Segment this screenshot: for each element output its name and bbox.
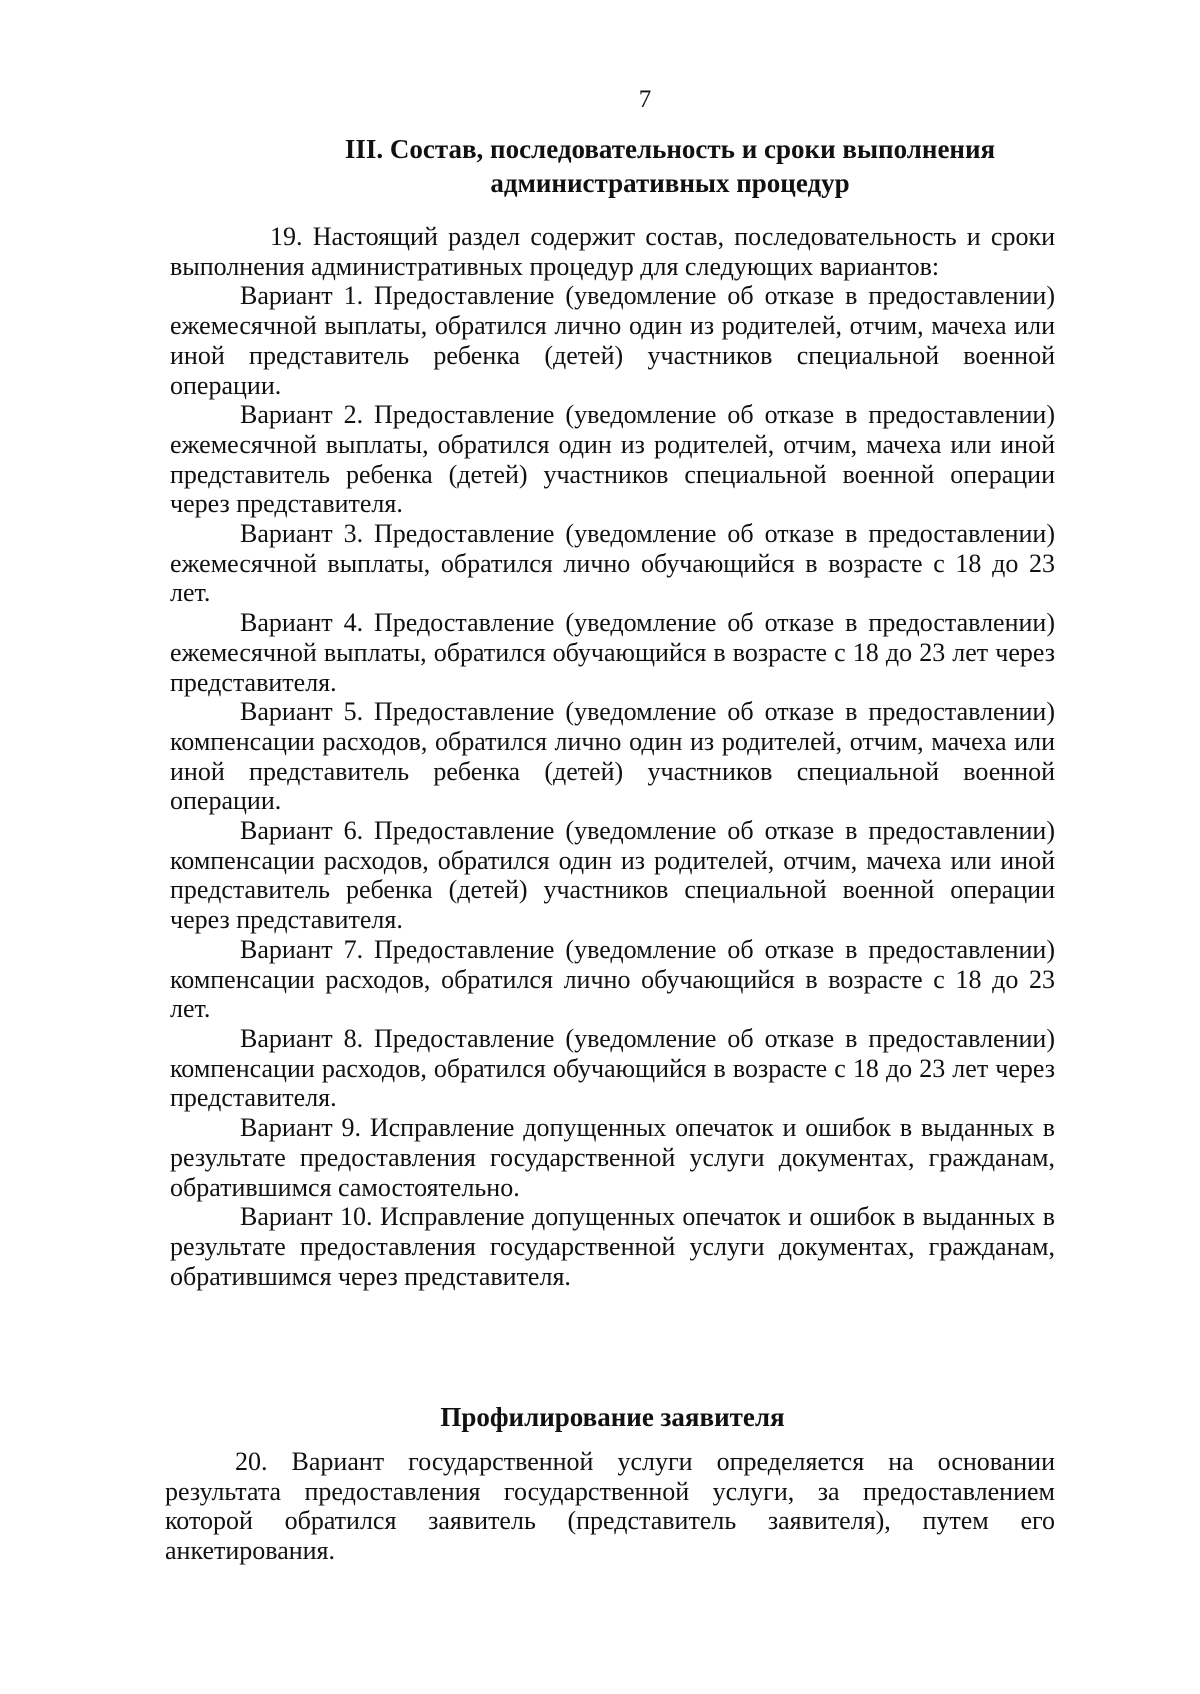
profiling-body <box>165 1447 1055 1566</box>
section-body <box>170 222 1055 1291</box>
section-title <box>250 132 1090 200</box>
paragraph-19: 19. Настоящий раздел содержит состав, последовательность и сроки выполнения административных процедур для следующих вариантов: <box>170 222 1055 281</box>
paragraph-20: 20. Вариант государственной услуги определяется на основании результата предоставления государственной услуги, за предоставлением которой обратился заявитель (представитель заявителя), путем его анкетирования. <box>165 1447 1055 1566</box>
section-title-line-1: III. Состав, последовательность и сроки выполнения <box>344 134 996 164</box>
variant-10-paragraph: Вариант 10. Исправление допущенных опечаток и ошибок в выданных в результате предоставления государственной услуги документах, гражданам, обратившимся через представителя. <box>170 1202 1055 1291</box>
subheading-applicant-profiling: Профилирование заявителя <box>440 1402 785 1432</box>
variant-4-paragraph: Вариант 4. Предоставление (уведомление об отказе в предоставлении) ежемесячной выплаты, обратился обучающийся в возрасте с 18 до 23 лет через представителя. <box>170 608 1055 697</box>
variant-8-paragraph: Вариант 8. Предоставление (уведомление об отказе в предоставлении) компенсации расходов, обратился обучающийся в возрасте с 18 до 23 лет через представителя. <box>170 1023 1055 1113</box>
variant-3-paragraph: Вариант 3. Предоставление (уведомление об отказе в предоставлении) ежемесячной выплаты, обратился лично обучающийся в возрасте с 18 до 23 лет. <box>170 519 1055 608</box>
variant-7-paragraph: Вариант 7. Предоставление (уведомление об отказе в предоставлении) компенсации расходов, обратился лично обучающийся в возрасте с 18 до 23 лет. <box>170 934 1055 1024</box>
variant-6-paragraph: Вариант 6. Предоставление (уведомление об отказе в предоставлении) компенсации расходов, обратился один из родителей, отчим, мачеха или иной представитель ребенка (детей) участников специальной военной операции через представителя. <box>170 816 1055 935</box>
section-title-line-2: административных процедур <box>490 168 850 198</box>
variant-2-paragraph: Вариант 2. Предоставление (уведомление об отказе в предоставлении) ежемесячной выплаты, обратился один из родителей, отчим, мачеха или иной представитель ребенка (детей) участников специальной военной операции через представителя. <box>170 400 1055 519</box>
variant-9-paragraph: Вариант 9. Исправление допущенных опечаток и ошибок в выданных в результате предоставления государственной услуги документах, гражданам, обратившимся самостоятельно. <box>170 1113 1055 1202</box>
variant-1-paragraph: Вариант 1. Предоставление (уведомление об отказе в предоставлении) ежемесячной выплаты, обратился лично один из родителей, отчим, мачеха или иной представитель ребенка (детей) участников специальной военной операции. <box>170 281 1055 400</box>
page-number: 7 <box>638 86 652 113</box>
variant-5-paragraph: Вариант 5. Предоставление (уведомление об отказе в предоставлении) компенсации расходов, обратился лично один из родителей, отчим, мачеха или иной представитель ребенка (детей) участников специальной военной операции. <box>170 697 1055 816</box>
